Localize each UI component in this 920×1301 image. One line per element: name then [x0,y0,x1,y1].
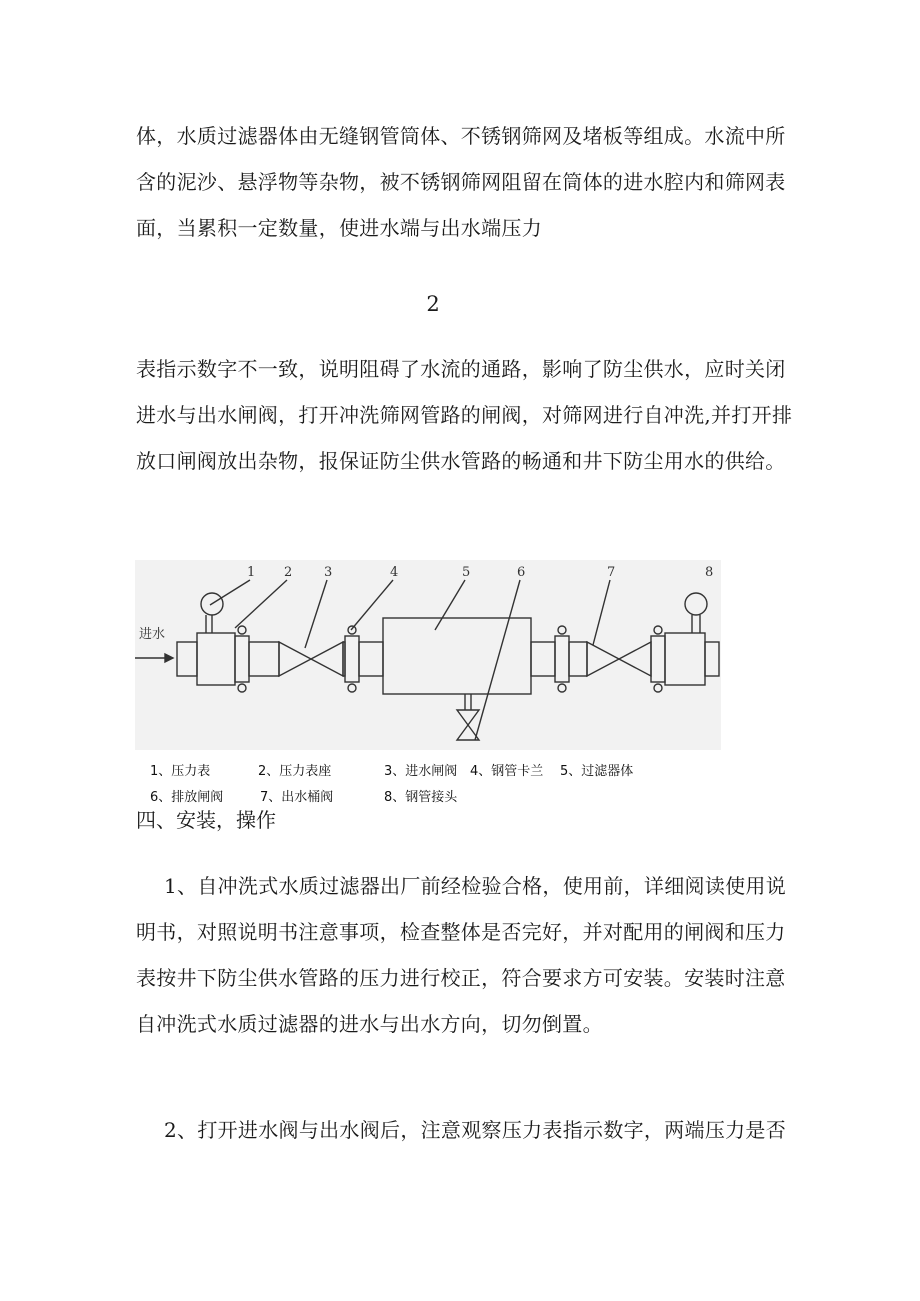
paragraph-filter-description [136,113,786,251]
part-number: 3 [324,565,333,580]
legend-item: 5、过滤器体 [560,764,634,779]
text-line: 自冲洗式水质过滤器的进水与出水方向，切勿倒置。 [136,1012,603,1036]
part-number: 7 [607,565,616,580]
text-line: 含的泥沙、悬浮物等杂物，被不锈钢筛网阻留在筒体的进水腔内和筛网表 [136,170,786,194]
legend-item: 2、压力表座 [258,764,332,779]
text-line: 面，当累积一定数量，使进水端与出水端压力 [136,216,542,240]
text-line: 明书，对照说明书注意事项，检查整体是否完好，并对配用的闸阀和压力 [136,920,786,944]
text-line: 体，水质过滤器体由无缝钢管筒体、不锈钢筛网及堵板等组成。水流中所 [136,124,786,148]
paragraph-install-step-1 [136,863,786,1047]
legend-item: 8、钢管接头 [384,790,458,805]
text-line: 表指示数字不一致，说明阻碍了水流的通路，影响了防尘供水，应时关闭 [136,357,786,381]
legend-item: 6、排放闸阀 [150,790,224,805]
legend-item: 1、压力表 [150,764,211,779]
text-line: 进水与出水闸阀，打开冲洗筛网管路的闸阀，对筛网进行自冲洗,并打开排 [136,403,793,427]
section-heading: 四、安装，操作 [136,808,276,832]
filter-installation-diagram [135,560,721,750]
legend-item: 3、进水闸阀 [384,764,458,779]
part-number: 1 [247,565,256,580]
legend-item: 4、钢管卡兰 [470,764,544,779]
part-number: 5 [462,565,471,580]
diagram-svg [135,560,721,750]
text-line: 2、打开进水阀与出水阀后，注意观察压力表指示数字，两端压力是否 [164,1118,787,1142]
part-number: 8 [705,565,714,580]
text-line: 放口闸阀放出杂物，报保证防尘供水管路的畅通和井下防尘用水的供给。 [136,449,786,473]
part-number: 2 [284,565,293,580]
part-number: 4 [390,565,399,580]
paragraph-flushing [136,346,793,484]
text-line: 表按井下防尘供水管路的压力进行校正，符合要求方可安装。安装时注意 [136,966,786,990]
paragraph-install-step-2 [136,1107,786,1153]
inlet-label: 进水 [139,627,166,642]
part-number: 6 [517,565,526,580]
legend-item: 7、出水桶阀 [260,790,334,805]
page-number: 2 [426,292,440,316]
text-line: 1、自冲洗式水质过滤器出厂前经检验合格，使用前，详细阅读使用说 [164,874,787,898]
